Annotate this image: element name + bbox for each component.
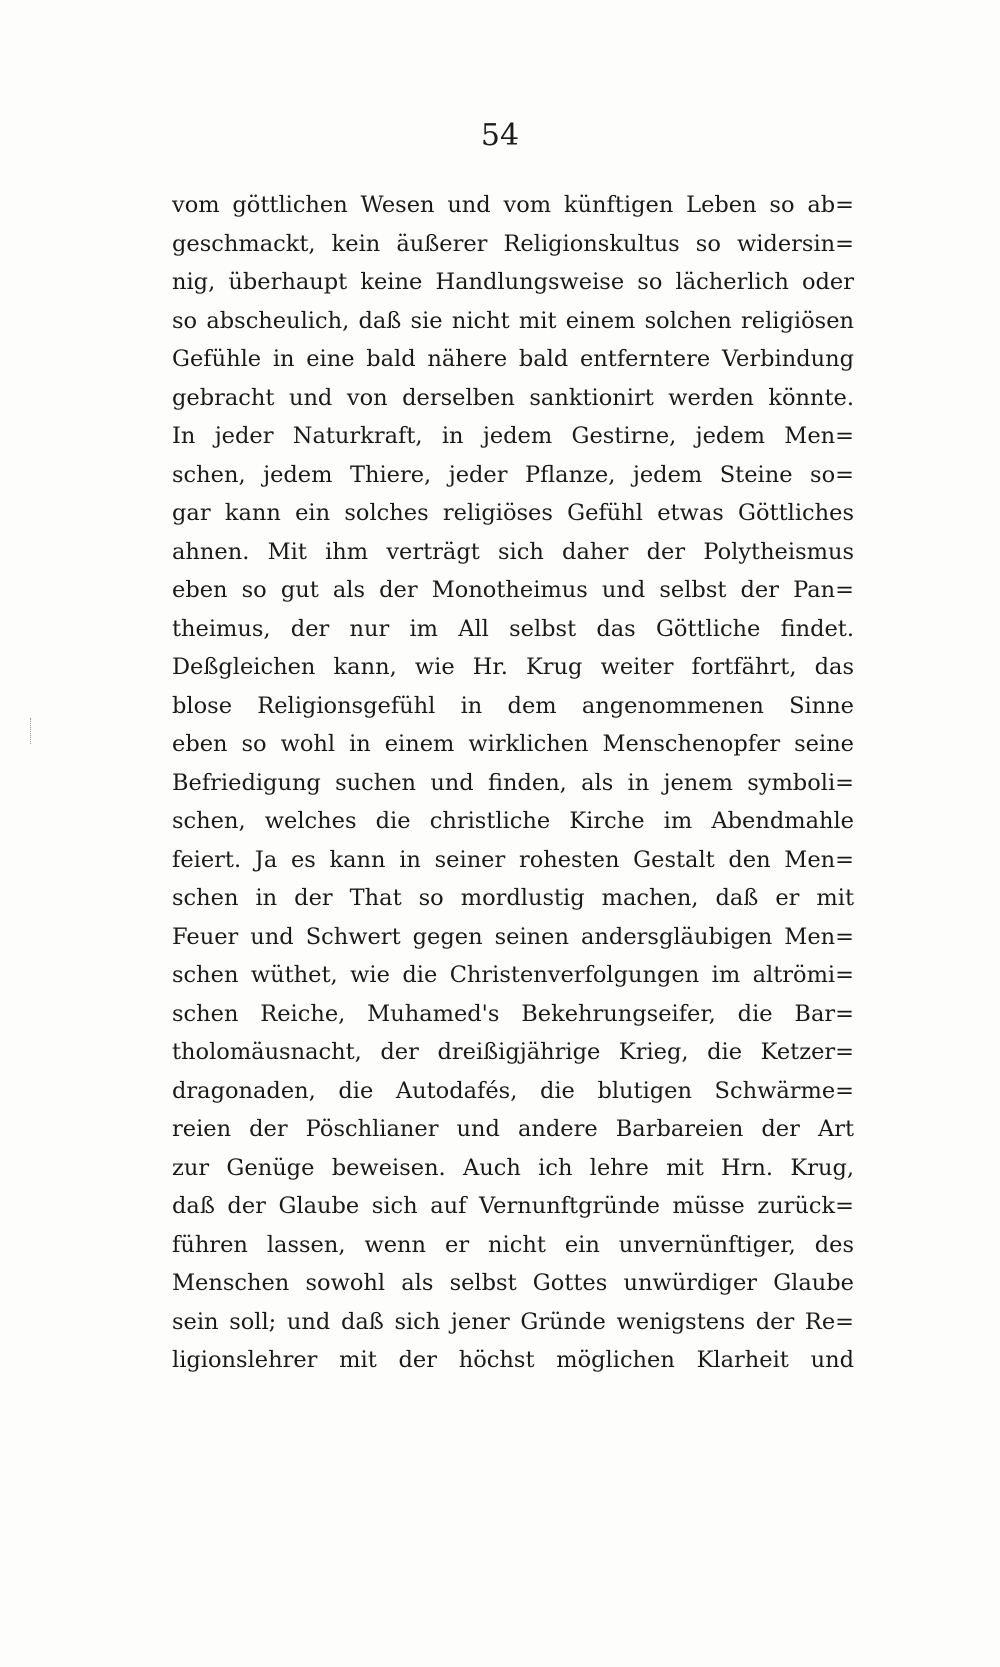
text-line: geschmackt, kein äußerer Religionskultus so widersin= — [172, 230, 854, 257]
page-number: 54 — [480, 118, 520, 153]
text-line: Gefühle in eine bald nähere bald entferntere Verbindung — [172, 346, 854, 372]
margin-mark — [30, 718, 34, 744]
text-line: schen Reiche, Muhamed's Bekehrungseifer, die Bar= — [172, 1000, 854, 1027]
text-line: schen, jedem Thiere, jeder Pflanze, jedem Steine so= — [172, 461, 854, 488]
text-line: ahnen. Mit ihm verträgt sich daher der Polytheismus — [172, 538, 854, 565]
text-line: nig, überhaupt keine Handlungsweise so lächerlich oder — [172, 269, 854, 295]
text-line: daß der Glaube sich auf Vernunftgründe müsse zurück= — [172, 1193, 854, 1219]
text-line: schen wüthet, wie die Christenverfolgungen im altrömi= — [172, 962, 854, 988]
text-line: schen in der That so mordlustig machen, daß er mit — [172, 885, 854, 911]
text-line: Menschen sowohl als selbst Gottes unwürdiger Glaube — [172, 1270, 854, 1296]
text-line: Deßgleichen kann, wie Hr. Krug weiter fortfährt, das — [172, 654, 854, 680]
text-line: gebracht und von derselben sanktionirt werden könnte. — [172, 384, 854, 411]
text-line: gar kann ein solches religiöses Gefühl etwas Göttliches — [172, 500, 854, 526]
text-line: so abscheulich, daß sie nicht mit einem solchen religiösen — [172, 307, 854, 334]
text-line: reien der Pöschlianer und andere Barbareien der Art — [172, 1116, 854, 1142]
text-line: eben so wohl in einem wirklichen Menschenopfer seine — [172, 731, 854, 757]
text-line: führen lassen, wenn er nicht ein unvernünftiger, des — [172, 1231, 854, 1258]
text-line: Befriedigung suchen und finden, als in jenem symboli= — [172, 769, 854, 796]
body-text — [172, 186, 854, 1380]
text-line: vom göttlichen Wesen und vom künftigen Leben so ab= — [172, 192, 854, 218]
text-line: feiert. Ja es kann in seiner rohesten Gestalt den Men= — [172, 846, 854, 873]
text-line: dragonaden, die Autodafés, die blutigen Schwärme= — [172, 1077, 854, 1104]
text-line: ligionslehrer mit der höchst möglichen Klarheit und — [172, 1347, 854, 1373]
text-line: eben so gut als der Monotheimus und selbst der Pan= — [172, 577, 854, 603]
text-line: sein soll; und daß sich jener Gründe wenigstens der Re= — [172, 1308, 854, 1335]
text-line: tholomäusnacht, der dreißigjährige Krieg, die Ketzer= — [172, 1039, 854, 1065]
text-line: Feuer und Schwert gegen seinen andersgläubigen Men= — [172, 923, 854, 950]
text-line: theimus, der nur im All selbst das Göttliche findet. — [172, 615, 854, 642]
text-line: blose Religionsgefühl in dem angenommenen Sinne — [172, 692, 854, 719]
text-line: schen, welches die christliche Kirche im Abendmahle — [172, 808, 854, 834]
text-line: In jeder Naturkraft, in jedem Gestirne, jedem Men= — [172, 423, 854, 449]
text-line: zur Genüge beweisen. Auch ich lehre mit Hrn. Krug, — [172, 1154, 854, 1181]
